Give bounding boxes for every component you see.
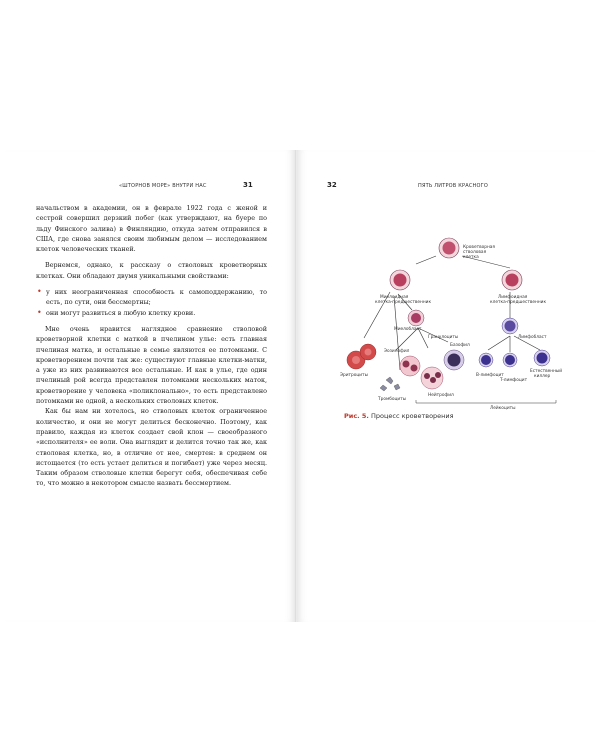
myeloid-label-1: Миелоидная [380, 295, 409, 300]
eosinophil-cell [400, 356, 420, 376]
stem-label-2: стволовая [463, 250, 487, 255]
hematopoiesis-diagram [320, 210, 574, 410]
caption-label: Рис. 5. [344, 412, 369, 420]
b-lymph-label: B-лимфоцит [476, 373, 504, 378]
t-lymphocyte-cell [503, 353, 517, 367]
left-page-number: 31 [243, 181, 253, 189]
granulocytes-label: Гранулоциты [428, 335, 459, 340]
neutrophil-cell [421, 367, 443, 389]
basophil-cell [444, 350, 464, 370]
leukocytes-label: Лейкоциты [490, 406, 516, 410]
lymphoblast-label: Лимфобласт [518, 335, 547, 340]
paragraph: Мне очень нравится наглядное сравнение стволовой кроветворной клетки с маткой в пчелином улье: есть главная пчелиная матка, и остальные в семье являются ее потомками. С кроветворением почти так же: существуют главные клетки-матки, а уже из них развиваются все остальные. И как в улье, где один пчелиный рой всегда представлен потомками нескольких маток, кроветворение у человека «поликлонально», то есть представлено потомками не одной, а нескольких стволовых клеток. [36, 324, 267, 406]
lymphoblast-cell [502, 318, 518, 334]
paragraph: Как бы нам ни хотелось, но стволовых клеток ограниченное количество, и они не могут делиться бесконечно. Поэтому, как правило, каждая из клеток создает свой клон — своеобразного «исполнителя» ее воли. Она выглядит и делится точно так же, как стволовая клетка, но, в отличие от нее, смертен: в среднем он истощается (то есть устает делиться и погибает) уже через месяц. Таким образом стволовые клетки берегут себя, обеспечивая себе то, что можно в некотором смысле назвать бессмертием. [36, 407, 267, 488]
paragraph: начальством в академии, он в феврале 1922 года с женой и сестрой совершил дерзкий побег (как утверждают, на буере по льду Финского залива) в Финляндию, откуда затем отправился в США, где снова занялся своим любимым делом — исследованием клеток человеческих тканей. [36, 204, 267, 254]
caption-text: Процесс кроветворения [368, 412, 454, 420]
nk-label-2: киллер [534, 374, 551, 379]
neutrophil-label: Нейтрофил [428, 393, 454, 398]
myeloblast-label: Миелобласт [394, 327, 422, 332]
b-lymphocyte-cell [479, 353, 493, 367]
right-page-number: 32 [327, 181, 337, 189]
platelets-cells [380, 377, 400, 391]
myeloblast-cell [408, 310, 424, 326]
lymphoid-label-1: Лимфоидная [498, 295, 528, 300]
erythrocytes-cells [347, 344, 376, 369]
basophil-label: Базофил [450, 343, 470, 348]
eosinophil-label: Эозинофил [384, 349, 410, 354]
platelets-label: Тромбоциты [378, 397, 407, 402]
left-page-text [36, 203, 267, 489]
bullet-list [36, 287, 267, 318]
t-lymph-label: T-лимфоцит [500, 378, 528, 383]
left-running-head: «ШТОРНОВ МОРЕ» ВНУТРИ НАС [119, 183, 207, 189]
nk-label-1: Естественный [530, 369, 563, 374]
stem-cell [439, 238, 459, 258]
nk-cell [534, 350, 550, 366]
stem-label-3: клетка [463, 255, 479, 260]
myeloid-label-2: клетка-предшественник [375, 300, 432, 305]
lymphoid-label-2: клетка-предшественник [490, 300, 547, 305]
leukocytes-bracket [416, 400, 556, 403]
figure-caption [344, 412, 454, 420]
lymphoid-progenitor-cell [502, 270, 522, 290]
erythrocytes-label: Эритроциты [340, 373, 368, 378]
paragraph: Вернемся, однако, к рассказу о стволовых кроветворных клетках. Они обладают двумя уникальными свойствами: [36, 261, 267, 280]
right-running-head: ПЯТЬ ЛИТРОВ КРАСНОГО [418, 183, 488, 189]
stem-label-1: Кроветворная [463, 245, 496, 250]
bullet-item: • они могут развиться в любую клетку крови. [36, 308, 267, 318]
bullet-item: • у них неограниченная способность к самоподдержанию, то есть, по сути, они бессмертны; [36, 287, 267, 308]
myeloid-progenitor-cell [390, 270, 410, 290]
